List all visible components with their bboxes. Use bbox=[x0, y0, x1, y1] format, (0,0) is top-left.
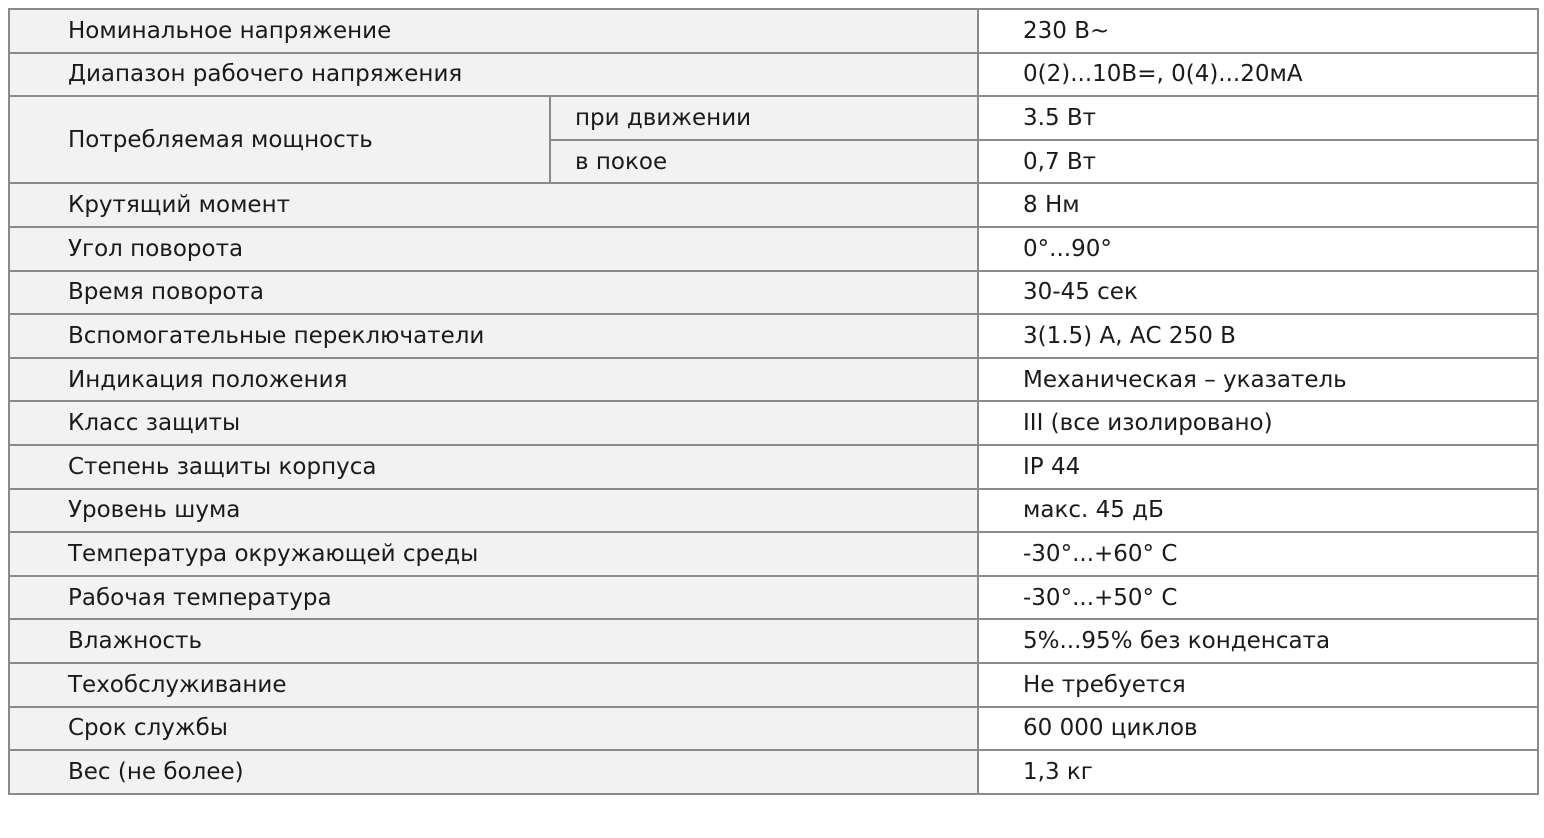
table-row bbox=[9, 532, 1538, 576]
spec-value: 0°...90° bbox=[978, 227, 1538, 271]
table-row bbox=[9, 96, 1538, 140]
spec-value: 8 Нм bbox=[978, 183, 1538, 227]
table-row bbox=[9, 9, 1538, 53]
spec-value: III (все изолировано) bbox=[978, 401, 1538, 445]
table-row bbox=[9, 750, 1538, 794]
table-row bbox=[9, 53, 1538, 97]
spec-label: Степень защиты корпуса bbox=[9, 445, 978, 489]
spec-value: 230 В~ bbox=[978, 9, 1538, 53]
table-row bbox=[9, 489, 1538, 533]
spec-value: 60 000 циклов bbox=[978, 707, 1538, 751]
spec-label: Класс защиты bbox=[9, 401, 978, 445]
table-row bbox=[9, 707, 1538, 751]
spec-value: 1,3 кг bbox=[978, 750, 1538, 794]
spec-label: Температура окружающей среды bbox=[9, 532, 978, 576]
spec-value: -30°...+50° С bbox=[978, 576, 1538, 620]
spec-table bbox=[8, 8, 1539, 795]
spec-label: Индикация положения bbox=[9, 358, 978, 402]
spec-value: 0(2)...10В=, 0(4)...20мА bbox=[978, 53, 1538, 97]
spec-label: Уровень шума bbox=[9, 489, 978, 533]
spec-label: Влажность bbox=[9, 619, 978, 663]
table-row bbox=[9, 227, 1538, 271]
spec-value: Механическая – указатель bbox=[978, 358, 1538, 402]
spec-label: Крутящий момент bbox=[9, 183, 978, 227]
spec-label: Потребляемая мощность bbox=[9, 96, 550, 183]
spec-label: Номинальное напряжение bbox=[9, 9, 978, 53]
spec-label: Время поворота bbox=[9, 271, 978, 315]
table-row bbox=[9, 314, 1538, 358]
spec-label: Техобслуживание bbox=[9, 663, 978, 707]
table-row bbox=[9, 401, 1538, 445]
spec-label: Рабочая температура bbox=[9, 576, 978, 620]
table-row bbox=[9, 619, 1538, 663]
spec-value: 30-45 сек bbox=[978, 271, 1538, 315]
table-row bbox=[9, 576, 1538, 620]
spec-label: Диапазон рабочего напряжения bbox=[9, 53, 978, 97]
table-row bbox=[9, 663, 1538, 707]
spec-sublabel: в покое bbox=[550, 140, 978, 184]
spec-value: 5%...95% без конденсата bbox=[978, 619, 1538, 663]
spec-label: Вес (не более) bbox=[9, 750, 978, 794]
spec-label: Вспомогательные переключатели bbox=[9, 314, 978, 358]
spec-label: Срок службы bbox=[9, 707, 978, 751]
table-row bbox=[9, 183, 1538, 227]
spec-value: IP 44 bbox=[978, 445, 1538, 489]
spec-label: Угол поворота bbox=[9, 227, 978, 271]
spec-value: Не требуется bbox=[978, 663, 1538, 707]
spec-value: макс. 45 дБ bbox=[978, 489, 1538, 533]
spec-value: -30°...+60° С bbox=[978, 532, 1538, 576]
table-row bbox=[9, 445, 1538, 489]
spec-value: 0,7 Вт bbox=[978, 140, 1538, 184]
spec-sublabel: при движении bbox=[550, 96, 978, 140]
table-row bbox=[9, 358, 1538, 402]
spec-value: 3.5 Вт bbox=[978, 96, 1538, 140]
table-row bbox=[9, 271, 1538, 315]
spec-value: 3(1.5) А, АС 250 В bbox=[978, 314, 1538, 358]
